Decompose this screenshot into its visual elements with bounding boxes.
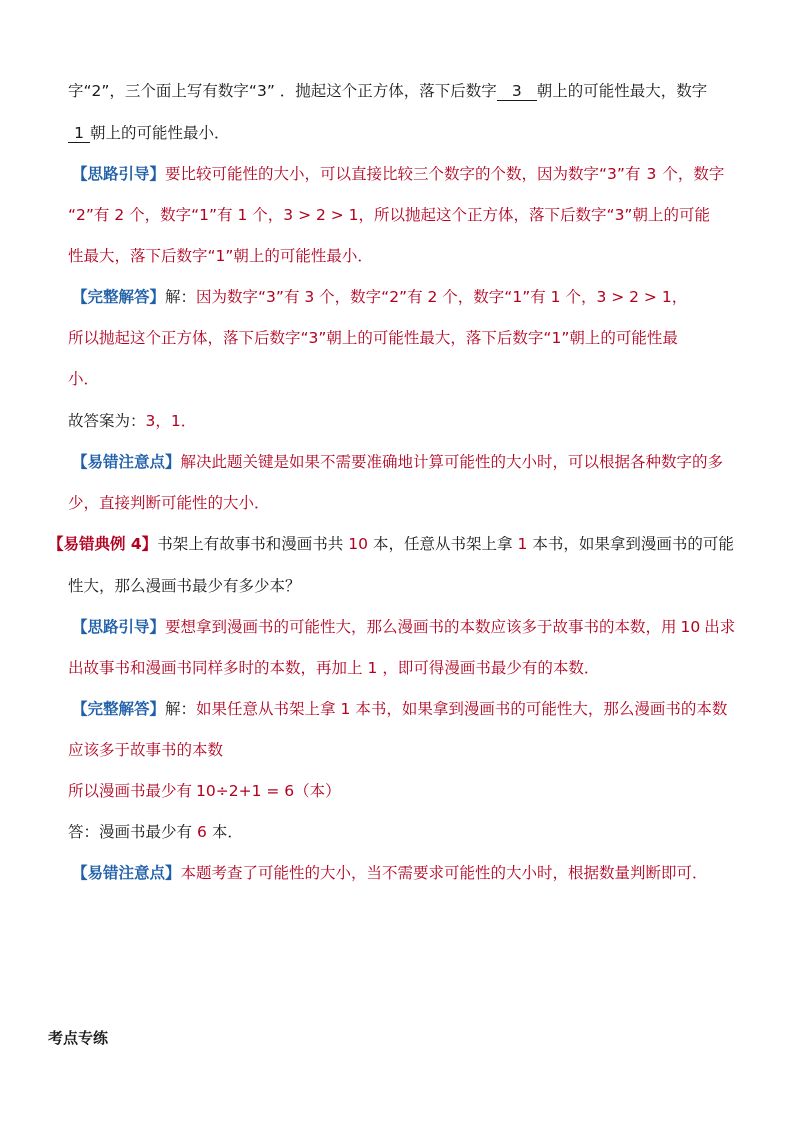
- answer-blank-1: 3: [497, 82, 537, 101]
- hint-label: 【思路引导】: [72, 618, 166, 636]
- note-label: 【易错注意点】: [72, 453, 181, 471]
- hint-line-3: 性最大，落下后数字“1”朝上的可能性最小．: [68, 247, 373, 265]
- answer-line-2: 所以抛起这个正方体，落下后数字“3”朝上的可能性最大，落下后数字“1”朝上的可能性最: [68, 329, 678, 347]
- example4-note: 【易错注意点】本题考查了可能性的大小，当不需要求可能性的大小时，根据数量判断即可．: [72, 864, 708, 882]
- question-line-1: [68, 80, 707, 102]
- note-line-2: 少，直接判断可能性的大小．: [68, 494, 270, 512]
- example4-answer-line-1: 【完整解答】解：如果任意从书架上拿 1 本书，如果拿到漫画书的可能性大，那么漫画书的本数: [72, 700, 728, 718]
- example4-hint-line-2: 出故事书和漫画书同样多时的本数，再加上 1 ，即可得漫画书最少有的本数．: [68, 659, 600, 677]
- final-answer: 故答案为：3，1．: [68, 412, 197, 430]
- example4-answer-line-2: 应该多于故事书的本数: [68, 741, 224, 759]
- question-text: 字“2”，三个面上写有数字“3” ．抛起这个正方体，落下后数字: [68, 82, 497, 100]
- example4-reply: 答：漫画书最少有 6 本．: [68, 823, 243, 841]
- example4-calculation: 所以漫画书最少有 10÷2+1 = 6（本）: [68, 782, 341, 800]
- hint-line-1: 【思路引导】要比较可能性的大小，可以直接比较三个数字的个数，因为数字“3”有 3 个，数字: [72, 165, 725, 183]
- answer-label: 【完整解答】: [72, 288, 166, 306]
- hint-label: 【思路引导】: [72, 165, 166, 183]
- example4-hint-line-1: 【思路引导】要想拿到漫画书的可能性大，那么漫画书的本数应该多于故事书的本数，用 10 出求: [72, 618, 736, 636]
- section-title: 考点专练: [48, 1029, 109, 1047]
- answer-line-1: 【完整解答】解：因为数字“3”有 3 个，数字“2”有 2 个，数字“1”有 1 个，3 > 2 > 1，: [72, 288, 688, 306]
- question-text: 朝上的可能性最小．: [90, 124, 230, 142]
- example4-label: 【易错典例 4】: [48, 535, 158, 553]
- hint-line-2: “2”有 2 个，数字“1”有 1 个，3 > 2 > 1，所以抛起这个正方体，落下后数字“3”朝上的可能: [68, 206, 710, 224]
- question-line-2: [68, 122, 230, 144]
- example4-question-line-1: 【易错典例 4】书架上有故事书和漫画书共 10 本，任意从书架上拿 1 本书，如果拿到漫画书的可能: [48, 535, 734, 553]
- answer-label: 【完整解答】: [72, 700, 166, 718]
- question-text: 朝上的可能性最大，数字: [536, 82, 708, 100]
- answer-blank-2: 1: [68, 124, 90, 143]
- answer-line-3: 小．: [68, 370, 100, 388]
- note-label: 【易错注意点】: [72, 864, 181, 882]
- example4-question-line-2: 性大，那么漫画书最少有多少本？: [68, 577, 301, 595]
- note-line-1: 【易错注意点】解决此题关键是如果不需要准确地计算可能性的大小时，可以根据各种数字的多: [72, 453, 724, 471]
